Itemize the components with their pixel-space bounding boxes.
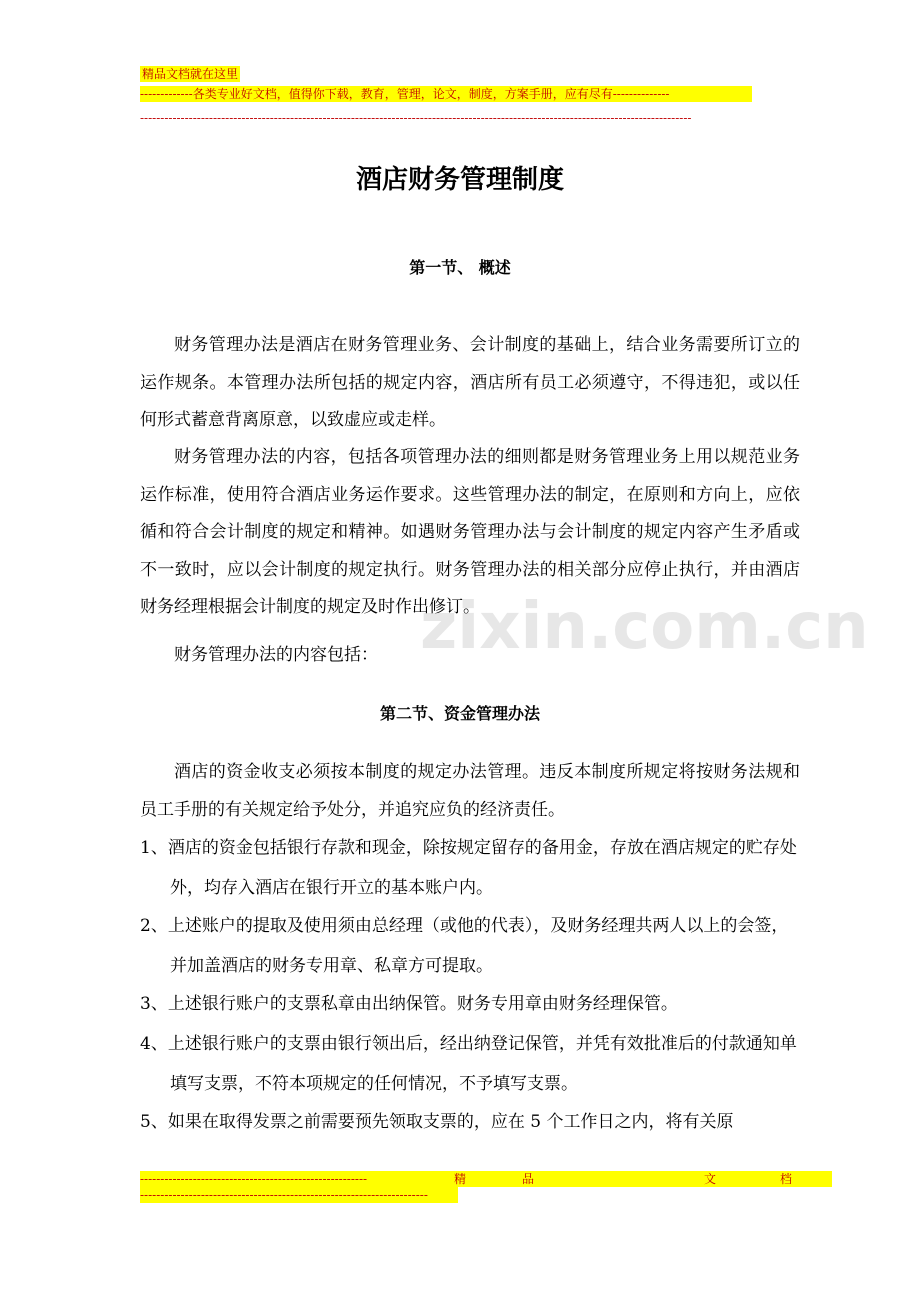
section-2-heading: 第二节、资金管理办法 (379, 704, 540, 723)
document-title: 酒店财务管理制度 (355, 165, 564, 195)
list-item: 5、如果在取得发票之前需要预先领取支票的，应在 5 个工作日之内，将有关原 (140, 1112, 734, 1132)
section-2-intro: 酒店的资金收支必须按本制度的规定办法管理。违反本制度所规定将按财务法规和员工手册的有关规定给予处分，并追究应负的经济责任。 (140, 762, 800, 820)
watermark: zixin.com.cn (420, 590, 869, 664)
list-item: 3、上述银行账户的支票私章由出纳保管。财务专用章由财务经理保管。 (140, 994, 678, 1014)
list-item: 4、上述银行账户的支票由银行领出后，经出纳登记保管，并凭有效批准后的付款通知单填写支票，不符本项规定的任何情况，不予填写支票。 (140, 1034, 797, 1094)
footer-banner (140, 1171, 832, 1187)
header-dashed-rule: ---------------------------------------------------------------------------------------------------------------------------------------- (140, 111, 692, 125)
section-1-paragraph: 财务管理办法的内容包括： (174, 645, 378, 665)
footer-char: 档 (780, 1172, 793, 1186)
footer-char: 精 (454, 1172, 467, 1186)
section-1-paragraph: 财务管理办法是酒店在财务管理业务、会计制度的基础上，结合业务需要所订立的运作规条。本管理办法所包括的规定内容，酒店所有员工必须遵守，不得违犯，或以任何形式蓄意背离原意，以致虚应或走样。 (140, 335, 800, 430)
list-item: 2、上述账户的提取及使用须由总经理（或他的代表），及财务经理共两人以上的会签，并加盖酒店的财务专用章、私章方可提取。 (140, 916, 789, 976)
footer-dashed-line: ----------------------------------------------------------------------- (140, 1187, 458, 1203)
header-banner-title: 精品文档就在这里 (142, 67, 239, 81)
section-1-heading: 第一节、 概述 (409, 258, 511, 277)
section-1-paragraph: 财务管理办法的内容，包括各项管理办法的细则都是财务管理业务上用以规范业务运作标准，使用符合酒店业务运作要求。这些管理办法的制定，在原则和方向上，应依循和符合会计制度的规定和精神。如遇财务管理办法与会计制度的规定内容产生矛盾或不一致时，应以会计制度的规定执行。财务管理办法的相关部分应停止执行，并由酒店财务经理根据会计制度的规定及时作出修订。 (140, 447, 800, 617)
list-item: 1、酒店的资金包括银行存款和现金，除按规定留存的备用金，存放在酒店规定的贮存处外，均存入酒店在银行开立的基本账户内。 (140, 838, 797, 898)
footer-char: 文 (704, 1172, 717, 1186)
footer-char: 品 (522, 1172, 535, 1186)
footer-dashes: -------------------------------------------------------- (140, 1172, 368, 1186)
header-banner-subtitle: -------------各类专业好文档，值得你下载，教育，管理，论文，制度，方案手册，应有尽有-------------- (140, 86, 752, 102)
